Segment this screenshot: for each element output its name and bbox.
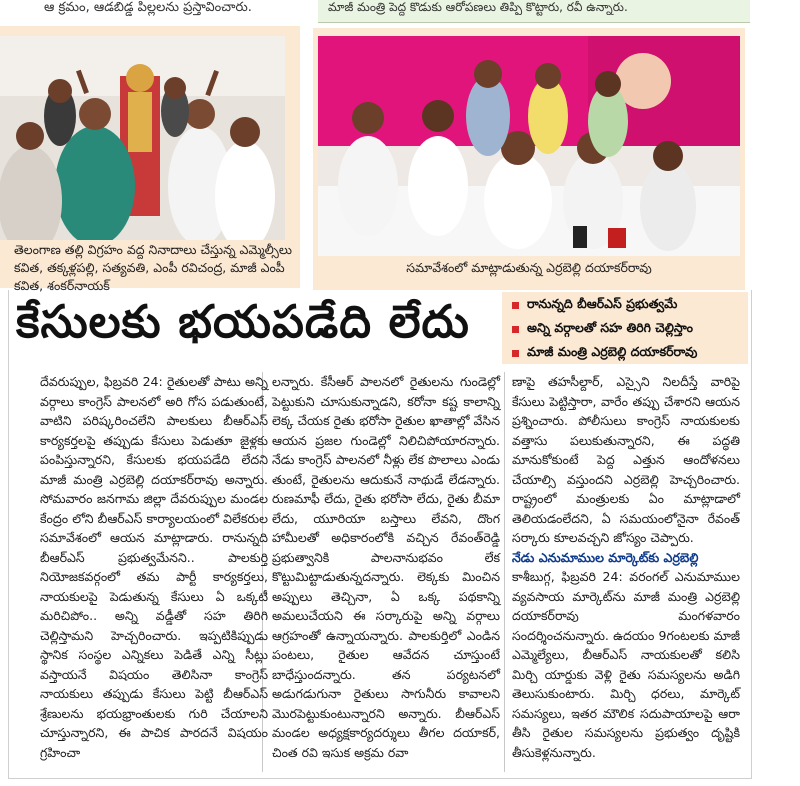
protest-photo-illustration	[0, 36, 285, 240]
article-column-2	[272, 372, 500, 762]
article-headline: కేసులకు భయపడేది లేదు	[16, 295, 470, 348]
previous-caption-text: మాజీ మంత్రి పెద్ద కొడుకు ఆరోపణలు తిప్పి కొట్టారు, రవీ ఉన్నారు.	[328, 0, 628, 14]
subpoint-text: అన్ని వర్గాలతో సహ తిరిగి చెల్లిస్తాం	[527, 319, 694, 335]
column-3-text-a: ణాపై తహసీల్దార్, ఎస్సైని నిలదీస్తే వారిపై కేసులు పెట్టిస్తారా, వారేం తప్పు చేశారని ఆయన ప్రశ్నించారు. పోలీసులు కాంగ్రెస్ నాయకులకు వత్తాసు పలుకుతున్నారని, ఈ పద్ధతి మానుకోకుంటే పెద్ద ఎత్తున ఆందోళనలు చేయాల్సి వస్తుందని ఎర్రబెల్లి హెచ్చరించారు. రాష్ట్రంలో మంత్రులకు ఏం మాట్లాడాలో తెలియడంలేదని, ఏ సమయంలోనైనా రేవంత్ సర్కారు కూలవచ్చని జోస్యం చెప్పారు.	[512, 374, 740, 545]
article-column-3	[512, 372, 740, 762]
subpoint-text: మాజీ మంత్రి ఎర్రబెల్లి దయాకర్‌రావు	[527, 343, 698, 359]
column-2-text: లన్నారు. కేసీఆర్ పాలనలో రైతులను గుండెల్లో పెట్టుకుని చూసుకున్నాడని, కరోనా కష్ట కాలాన్ని లెక్క చేయక రైతు భరోసా రైతుల ఖాతాల్లో వేసిన ఆయన ప్రజల గుండెల్లో నిలిచిపోయారన్నారు. నేడు కాంగ్రెస్ పాలనలో నీళ్లు లేక పొలాలు ఎండు తుంటే, రైతులను ఆదుకునే నాథుడే లేడన్నారు. రుణమాఫీ లేదు, రైతు భరోసా లేదు, రైతు బీమా లేదు, యూరియా బస్తాలు లేవని, దొంగ హామీలతో అధికారంలోకి వచ్చిన రేవంత్‌రెడ్డి ప్రభుత్వానికి పాలనానుభవం లేక కొట్టుమిట్టాడుతున్నదన్నారు. లెక్కకు మించిన అప్పులు తెచ్చినా, ఏ ఒక్క పథకాన్ని అమలుచేయని ఈ సర్కారుపై అన్ని వర్గాలు ఆగ్రహంతో ఉన్నాయన్నారు. పాలకుర్తిలో ఎండిన పంటలు, రైతుల ఆవేదన చూస్తుంటే బాధేస్తుందన్నారు. తన పర్యటనలో అడుగడుగునా రైతులు సాగునీరు కావాలని మొరపెట్టుకుంటున్నారని అన్నారు. బీఆర్‌ఎస్ మండల అధ్యక్షకార్యదర్శులు తీగల దయాకర్, చింత రవి ఇసుక అక్రమ రవా	[272, 374, 500, 760]
subpoint-item	[502, 294, 748, 316]
previous-article-text-left: ఆ క్రమం, ఆడబిడ్డ పిల్లలను ప్రస్తావించారు.	[44, 0, 252, 15]
right-news-photo	[318, 36, 740, 256]
left-news-photo	[0, 36, 285, 240]
column-3-subheading: నేడు ఎనుమాముల మార్కెట్‌కు ఎర్రబెల్లి	[512, 549, 699, 565]
previous-caption-box	[318, 0, 750, 23]
previous-article-strip	[0, 0, 800, 26]
bullet-icon	[512, 350, 519, 357]
left-photo-caption: తెలంగాణ తల్లి విగ్రహం వద్ద నినాదాలు చేస్తున్న ఎమ్మెల్సీలు కవిత, తక్కళ్లపల్లి, సత్యవతి, ఎంపీ రవిచంద్ర, మాజీ ఎంపీ కవిత, శంకర్‌నాయక్	[14, 242, 293, 293]
bullet-icon	[512, 326, 519, 333]
headline-subpoints	[502, 292, 748, 364]
subpoint-text: రానున్నది బీఆర్‌ఎస్ ప్రభుత్వమే	[527, 295, 678, 311]
column-divider	[504, 372, 505, 772]
subpoint-item	[502, 342, 748, 364]
right-photo-caption: సమావేశంలో మాట్లాడుతున్న ఎర్రబెల్లి దయాకర్‌రావు	[406, 260, 652, 275]
column-1-text: దేవరుప్పుల, ఫిబ్రవరి 24: రైతులతో పాటు అన్ని వర్గాలు కాంగ్రెస్ పాలనలో అరి గోస పడుతుంటే, వాటిని పరిష్కరించలేని పాలకులు బీఆర్‌ఎస్ కార్యకర్తలపై తప్పుడు కేసులు పెడుతూ జైళ్లకు పంపిస్తున్నారని, కేసులకు భయపడేది లేదని మాజీ మంత్రి ఎర్రబెల్లి దయాకర్‌రావు అన్నారు. సోమవారం జనగామ జిల్లా దేవరుప్పుల మండల కేంద్రం లోని బీఆర్‌ఎస్ కార్యాలయంలో విలేకరుల సమావేశంలో ఆయన మాట్లాడారు. రానున్నది బీఆర్‌ఎస్ ప్రభుత్వమేనని.. పాలకుర్తి నియోజకవర్గంలో తమ పార్టీ కార్యకర్తలు, నాయకులపై పెడుతున్న కేసులు ఏ ఒక్కటీ మరిచిపోం.. అన్ని వడ్డీతో సహ తిరిగి చెల్లిస్తామని హెచ్చరించారు. ఇప్పటికిప్పుడు స్థానిక సంస్థల ఎన్నికలు పెడితే ఎన్ని సీట్లు వస్తాయనే విషయం తెలిసినా కాంగ్రెస్ నాయకులు తప్పుడు కేసులు పెట్టి బీఆర్‌ఎస్ శ్రేణులను భయభ్రాంతులకు గురి చేయాలని చూస్తున్నారని, ఈ పాచిక పారదనే విషయం గ్రహించా	[40, 374, 268, 760]
press-meet-photo-illustration	[318, 36, 740, 256]
article-column-1	[40, 372, 268, 762]
column-3-text-b: కాశీబుగ్గ, ఫిబ్రవరి 24: వరంగల్ ఎనుమాముల వ్యవసాయ మార్కెట్‌ను మాజీ మంత్రి ఎర్రబెల్లి దయాకర్‌రావు మంగళవారం సందర్శించనున్నారు. ఉదయం 9గంటలకు మాజీ ఎమ్మెల్యేలు, బీఆర్‌ఎస్ నాయకులతో కలిసి మిర్చి యార్డుకు వెళ్లి రైతు సమస్యలను అడిగి తెలుసుకుంటారు. మిర్చి ధరలు, మార్కెట్ సమస్యలు, ఇతర మౌలిక సదుపాయాలపై ఆరా తీసి రైతుల సమస్యలను ప్రభుత్వం దృష్టికి తీసుకెళ్లనున్నారు.	[512, 569, 740, 760]
bullet-icon	[512, 302, 519, 309]
subpoint-item	[502, 318, 748, 340]
